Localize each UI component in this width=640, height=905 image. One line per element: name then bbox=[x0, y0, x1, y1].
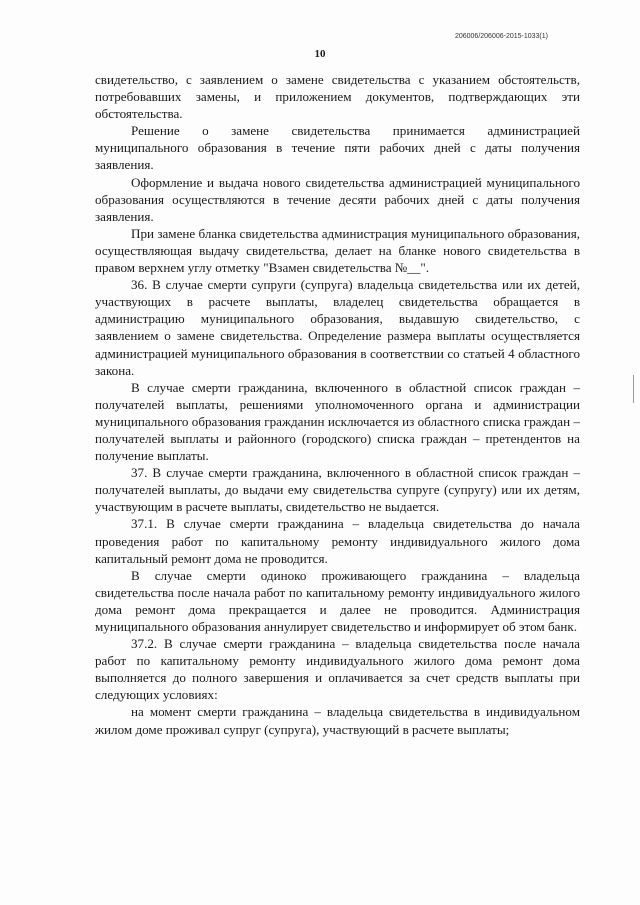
paragraph: 37.1. В случае смерти гражданина – владельца свидетельства до начала проведения работ по капитальному ремонту индивидуального жилого дома капитальный ремонт дома не проводится. bbox=[95, 516, 580, 566]
paragraph: В случае смерти одиноко проживающего гражданина – владельца свидетельства после начала работ по капитальному ремонту индивидуального жилого дома ремонт дома прекращается и далее не проводится. Администрация муниципального образования аннулирует свидетельство и информирует об этом банк. bbox=[95, 567, 580, 634]
paragraph: свидетельство, с заявлением о замене свидетельства с указанием обстоятельств, потребовавших замены, и приложением документов, подтверждающих эти обстоятельства. bbox=[95, 72, 580, 122]
document-id: 206006/206006-2015-1033(1) bbox=[454, 33, 548, 40]
paragraph: 36. В случае смерти супруги (супруга) владельца свидетельства или их детей, участвующих в расчете выплаты, владелец свидетельства обращается в администрацию муниципального образования, выдавшую свидетельство, с заявлением о замене свидетельства. Определение размера выплаты осуществляется администрацией муниципального образования в соответствии со статьей 4 областного закона. bbox=[95, 277, 580, 378]
paragraph: Оформление и выдача нового свидетельства администрацией муниципального образования осуществляются в течение десяти рабочих дней с даты получения заявления. bbox=[95, 174, 580, 224]
scan-artifact-line bbox=[633, 375, 634, 403]
page-number: 10 bbox=[314, 48, 326, 60]
paragraph: 37. В случае смерти гражданина, включенного в областной список граждан – получателей выплаты, до выдачи ему свидетельства супруге (супругу) или их детям, участвующим в расчете выплаты, свидетельство не выдается. bbox=[95, 465, 580, 515]
paragraph: В случае смерти гражданина, включенного в областной список граждан – получателей выплаты, решениями уполномоченного органа и администрации муниципального образования гражданин исключается из областного списка граждан – получателей выплаты и районного (городского) списка граждан – претендентов на получение выплаты. bbox=[95, 379, 580, 464]
document-body bbox=[95, 71, 580, 738]
paragraph: При замене бланка свидетельства администрация муниципального образования, осуществляющая выдачу свидетельства, делает на бланке нового свидетельства в правом верхнем углу отметку "Взамен свидетельства №__". bbox=[95, 225, 580, 276]
paragraph: на момент смерти гражданина – владельца свидетельства в индивидуальном жилом доме проживал супруг (супруга), участвующий в расчете выплаты; bbox=[95, 704, 580, 737]
paragraph: 37.2. В случае смерти гражданина – владельца свидетельства после начала работ по капитальному ремонту индивидуального жилого дома ремонт дома выполняется до полного завершения и оплачивается за счет средств выплаты при следующих условиях: bbox=[95, 636, 580, 703]
paragraph: Решение о замене свидетельства принимается администрацией муниципального образования в течение пяти рабочих дней с даты получения заявления. bbox=[95, 123, 580, 173]
